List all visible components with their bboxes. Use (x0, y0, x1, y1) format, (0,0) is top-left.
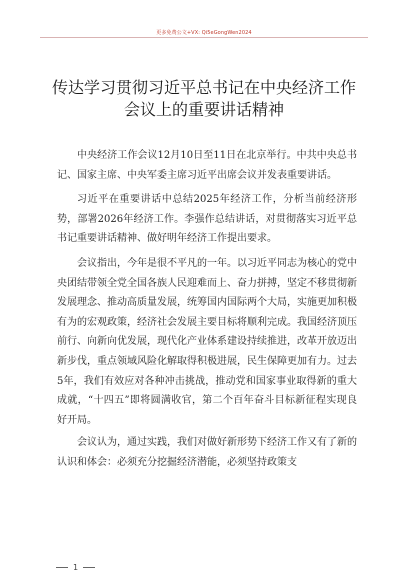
header-watermark-note: 更多免费公文+VX: Qi5eGongWen2024 (156, 30, 252, 36)
page-number: 1 (73, 563, 79, 572)
paragraph-4: 会议认为，通过实践，我们对做好新形势下经济工作又有了新的认识和体会：必须充分挖掘经济潜能，必须坚持政策支 (57, 437, 357, 468)
page-number-dash-right (83, 567, 95, 568)
paragraph-3: 会议指出，今年是很不平凡的一年。以习近平同志为核心的党中央团结带领全党全国各族人民迎难而上、奋力拼搏，坚定不移贯彻新发展理念、推动高质量发展，统筹国内国际两个大局，实施更加积极有为的宏观政策，经济社会发展主要目标将顺利完成。我国经济顶压前行、向新向优发展，现代化产业体系建设持续推进，改革开放迈出新步伐，重点领域风险化解取得积极进展，民生保障更加有力。过去5年，我们有效应对各种冲击挑战，推动党和国家事业取得新的重大成就，“十四五”即将圆满收官，第二个百年奋斗目标新征程实现良好开局。 (57, 257, 357, 426)
paragraph-2: 习近平在重要讲话中总结2025年经济工作，分析当前经济形势，部署2026年经济工作。李强作总结讲话，对贯彻落实习近平总书记重要讲话精神、做好明年经济工作提出要求。 (57, 194, 357, 245)
document-title: 传达学习贯彻习近平总书记在中央经济工作会议上的重要讲话精神 (51, 78, 356, 119)
page-number-dash-left (56, 567, 68, 568)
paragraph-1: 中央经济工作会议12月10日至11日在北京举行。中共中央总书记、国家主席、中央军委主席习近平出席会议并发表重要讲话。 (57, 150, 357, 181)
page-number-footer (56, 563, 95, 572)
document-body (57, 146, 357, 476)
header-divider (40, 37, 368, 38)
